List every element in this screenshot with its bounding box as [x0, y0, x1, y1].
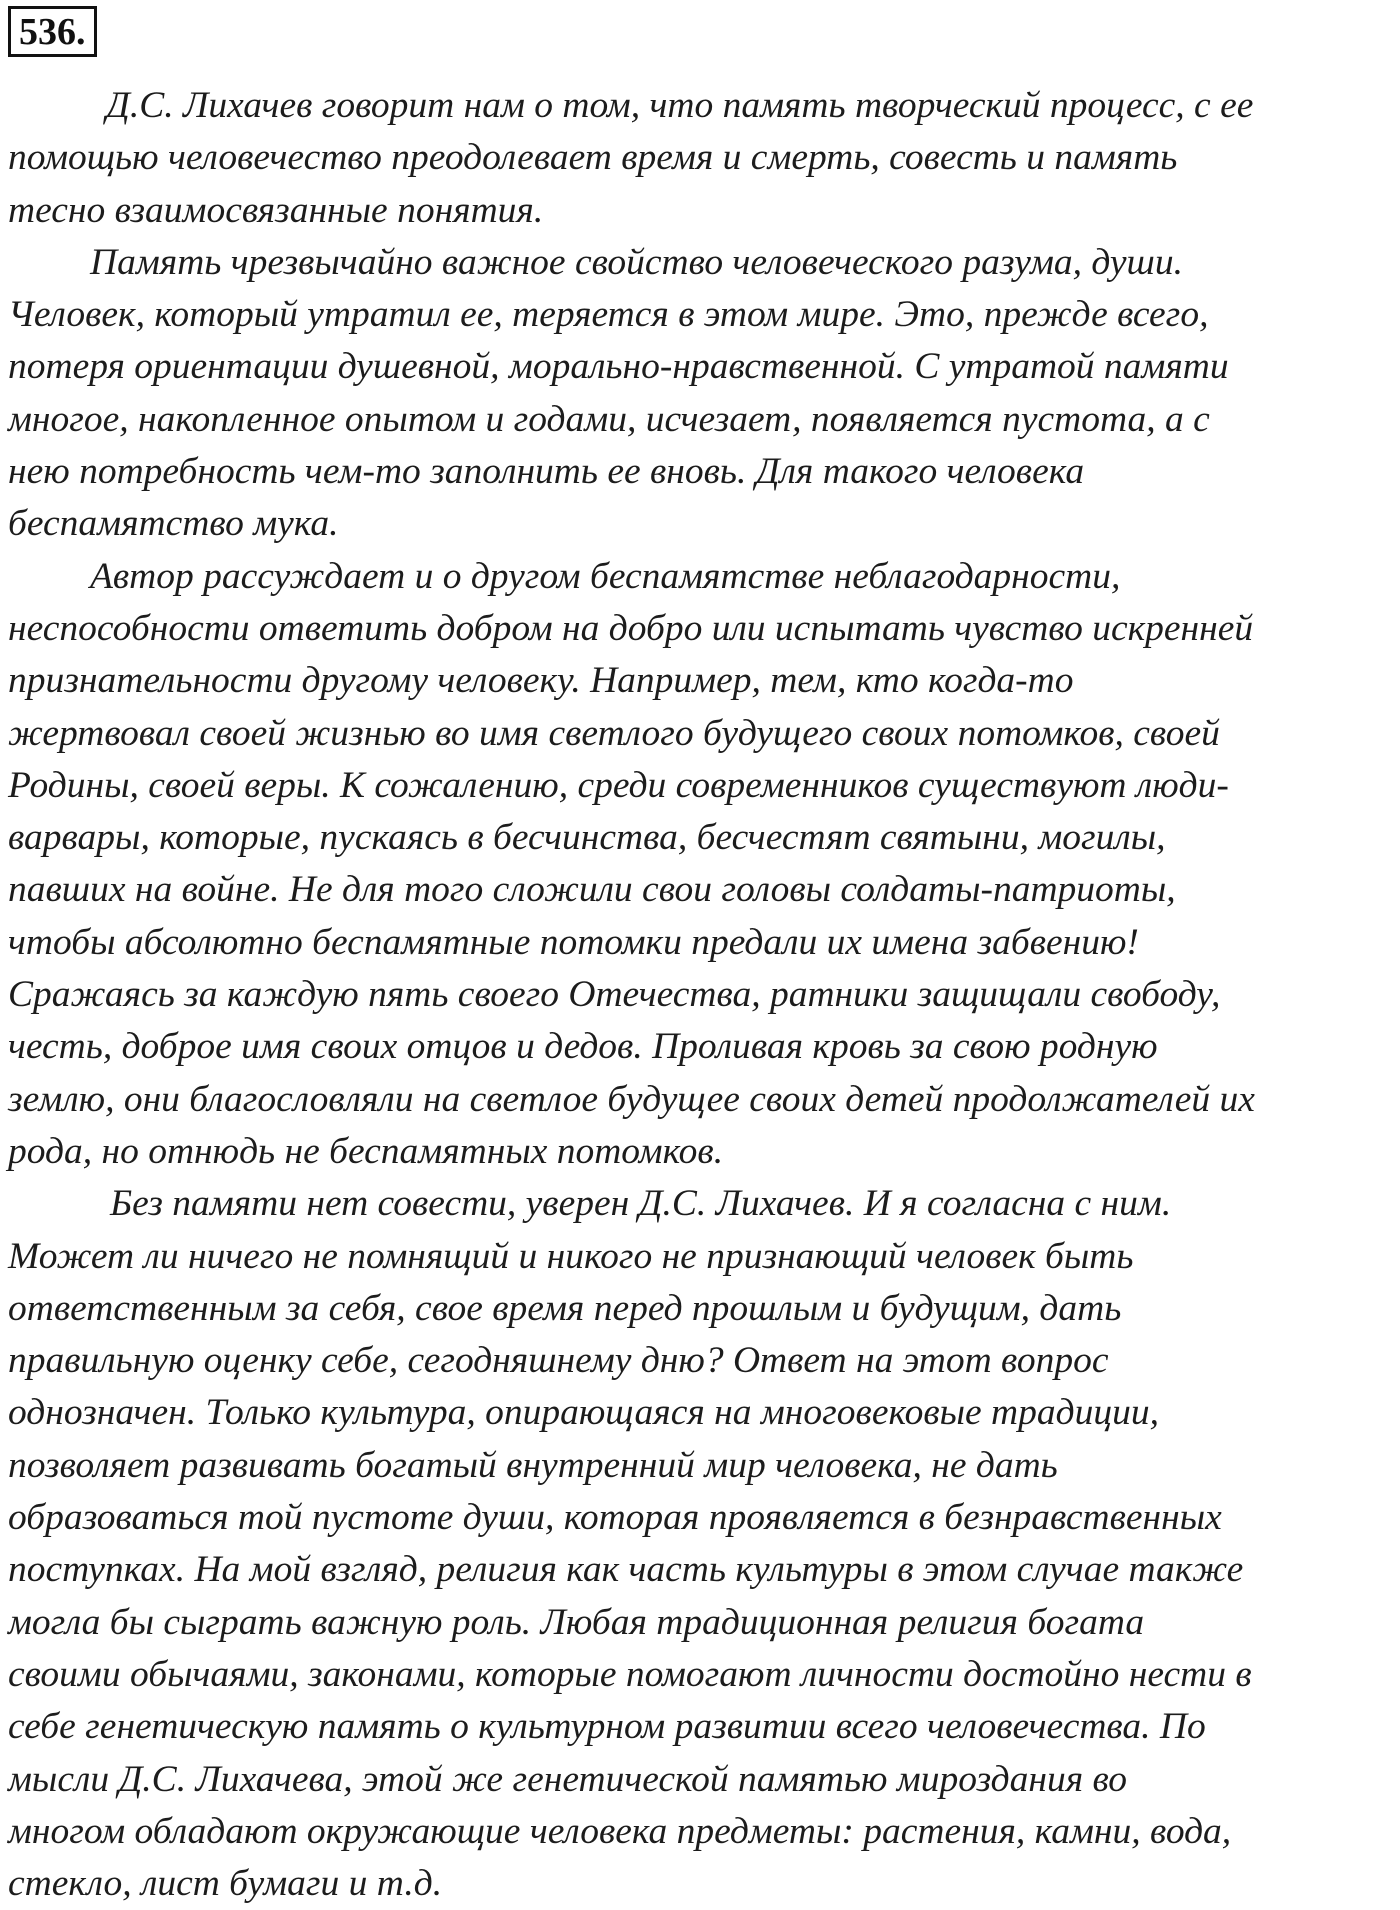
text-line: потеря ориентации душевной, морально-нравственной. С утратой памяти: [8, 346, 1229, 388]
text-line: Автор рассуждает и о другом беспамятстве неблагодарности,: [90, 555, 1121, 597]
text-line: рода, но отнюдь не беспамятных потомков.: [8, 1130, 724, 1172]
text-line: однозначен. Только культура, опирающаяся на многовековые традиции,: [8, 1392, 1159, 1434]
text-line: землю, они благословляли на светлое будущее своих детей продолжателей их: [8, 1078, 1255, 1120]
text-line: стекло, лист бумаги и т.д.: [8, 1863, 443, 1905]
text-line: Без памяти нет совести, уверен Д.С. Лихачев. И я согласна с ним.: [110, 1183, 1172, 1225]
text-line: честь, доброе имя своих отцов и дедов. Проливая кровь за свою родную: [8, 1026, 1158, 1068]
text-line: Может ли ничего не помнящий и никого не признающий человек быть: [8, 1235, 1134, 1277]
text-line: позволяет развивать богатый внутренний мир человека, не дать: [8, 1444, 1058, 1486]
text-line: своими обычаями, законами, которые помогают личности достойно нести в: [8, 1653, 1252, 1695]
text-line: Человек, который утратил ее, теряется в этом мире. Это, прежде всего,: [8, 294, 1209, 336]
text-line: варвары, которые, пускаясь в бесчинства, бесчестят святыни, могилы,: [8, 817, 1166, 859]
text-line: Сражаясь за каждую пять своего Отечества, ратники защищали свободу,: [8, 974, 1221, 1016]
text-line: неспособности ответить добром на добро или испытать чувство искренней: [8, 607, 1254, 649]
text-line: помощью человечество преодолевает время и смерть, совесть и память: [8, 137, 1178, 179]
text-line: тесно взаимосвязанные понятия.: [8, 189, 544, 231]
text-line: Память чрезвычайно важное свойство человеческого разума, души.: [90, 241, 1183, 283]
text-line: могла бы сыграть важную роль. Любая традиционная религия богата: [8, 1601, 1145, 1643]
text-line: чтобы абсолютно беспамятные потомки предали их имена забвению!: [8, 921, 1139, 963]
essay-text: [8, 80, 1394, 1910]
text-line: правильную оценку себе, сегодняшнему дню? Ответ на этот вопрос: [8, 1340, 1109, 1382]
text-line: ответственным за себя, свое время перед прошлым и будущим, дать: [8, 1287, 1122, 1329]
text-line: Д.С. Лихачев говорит нам о том, что память творческий процесс, с ее: [106, 85, 1254, 126]
task-number-box: 536.: [8, 6, 97, 57]
text-line: жертвовал своей жизнью во имя светлого будущего своих потомков, своей: [8, 712, 1220, 754]
text-line: образоваться той пустоте души, которая проявляется в безнравственных: [8, 1497, 1222, 1539]
text-line: себе генетическую память о культурном развитии всего человечества. По: [8, 1706, 1206, 1748]
text-line: Родины, своей веры. К сожалению, среди современников существуют люди-: [8, 764, 1229, 806]
text-line: многое, накопленное опытом и годами, исчезает, появляется пустота, а с: [8, 398, 1210, 440]
text-line: многом обладают окружающие человека предметы: растения, камни, вода,: [8, 1810, 1232, 1852]
text-line: поступках. На мой взгляд, религия как часть культуры в этом случае также: [8, 1549, 1244, 1591]
text-line: признательности другому человеку. Например, тем, кто когда-то: [8, 660, 1074, 702]
text-line: павших на войне. Не для того сложили свои головы солдаты-патриоты,: [8, 869, 1176, 911]
text-line: нею потребность чем-то заполнить ее вновь. Для такого человека: [8, 451, 1085, 493]
text-line: беспамятство мука.: [8, 503, 339, 545]
text-line: мысли Д.С. Лихачева, этой же генетической памятью мироздания во: [8, 1758, 1128, 1800]
